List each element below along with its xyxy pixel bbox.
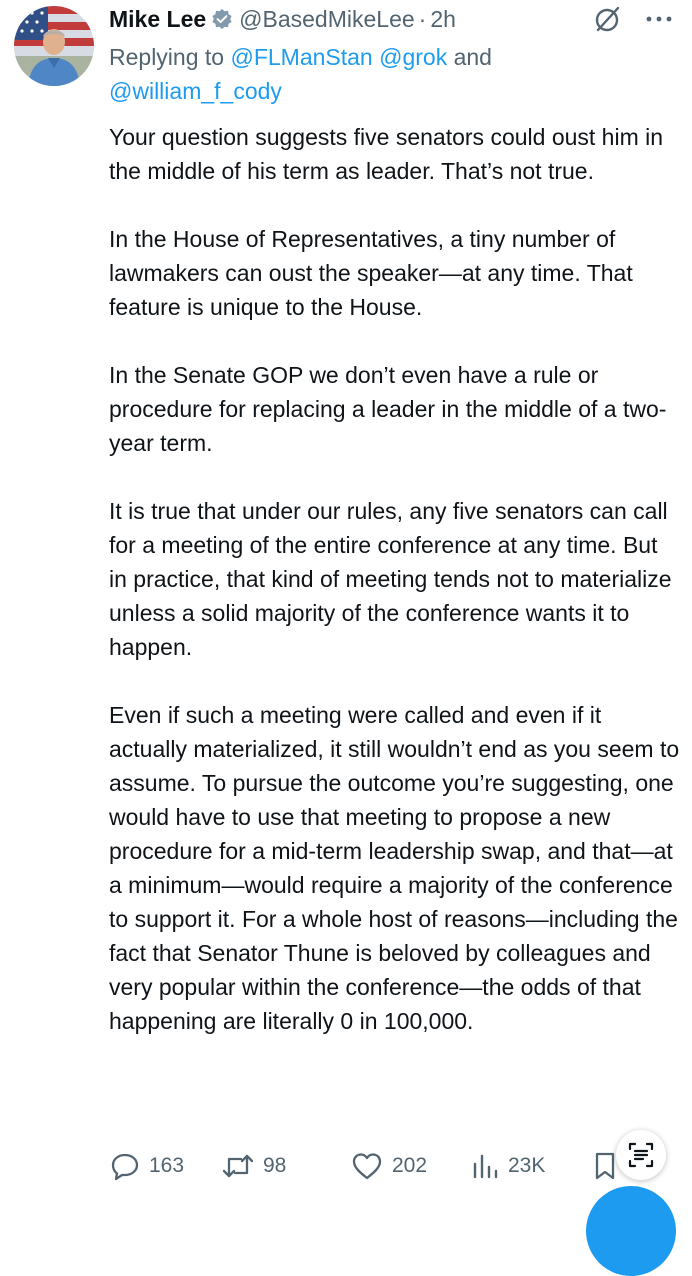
mention-link[interactable]: @FLManStan [230,44,373,70]
avatar[interactable] [14,6,94,86]
views-button[interactable] [470,1148,545,1184]
handle[interactable]: @BasedMikeLee [239,6,415,32]
replying-to-conjunction: and [453,44,492,70]
action-bar [109,1148,692,1184]
reply-count: 163 [149,1154,185,1177]
timestamp[interactable]: 2h [430,6,456,32]
views-chart-icon [470,1150,500,1182]
tweet-text [109,120,681,1038]
display-name[interactable]: Mike Lee [109,6,207,32]
view-count: 23K [508,1154,546,1177]
separator-dot: · [418,6,427,32]
repost-button[interactable] [221,1148,286,1184]
grok-icon[interactable] [592,5,622,35]
repost-icon [221,1150,255,1182]
tweet-paragraph: It is true that under our rules, any five senators can call for a meeting of the entire conference at any time. But in practice, that kind of meeting tends not to materialize unless a solid majority of the conference wants it to happen. [109,498,672,660]
like-button[interactable] [350,1148,427,1184]
mention-link[interactable]: @grok [379,44,448,70]
repost-count: 98 [263,1154,287,1177]
replying-to-label: Replying to [109,44,225,70]
summary-icon [626,1140,656,1170]
replying-to [109,40,629,108]
tweet-paragraph: Your question suggests five senators could oust him in the middle of his term as leader. That’s not true. [109,124,664,184]
reply-button[interactable] [109,1148,184,1184]
tweet-paragraph: Even if such a meeting were called and even if it actually materialized, it still wouldn’t end as you seem to assume. To pursue the outcome you’re suggesting, one would have to use that meeting to propose a new procedure for a mid-term leadership swap, and that—at a minimum—would require a majority of the conference to support it. For a whole host of reasons—including the fact that Senator Thune is beloved by colleagues and very popular within the conference—the odds of that happening are literally 0 in 100,000. [109,702,680,1034]
more-options-icon[interactable] [644,9,674,29]
reply-icon [109,1150,141,1182]
avatar-photo [14,6,94,86]
bookmark-icon [591,1150,619,1182]
tweet-paragraph: In the House of Representatives, a tiny number of lawmakers can oust the speaker—at any time. That feature is unique to the House. [109,226,633,320]
mention-link[interactable]: @william_f_cody [109,78,282,104]
summary-button[interactable] [616,1130,666,1180]
heart-icon [350,1150,384,1182]
verified-badge-icon [211,8,233,30]
tweet-paragraph: In the Senate GOP we don’t even have a rule or procedure for replacing a leader in the middle of a two-year term. [109,362,667,456]
like-count: 202 [392,1154,428,1177]
tweet-header [109,4,456,34]
